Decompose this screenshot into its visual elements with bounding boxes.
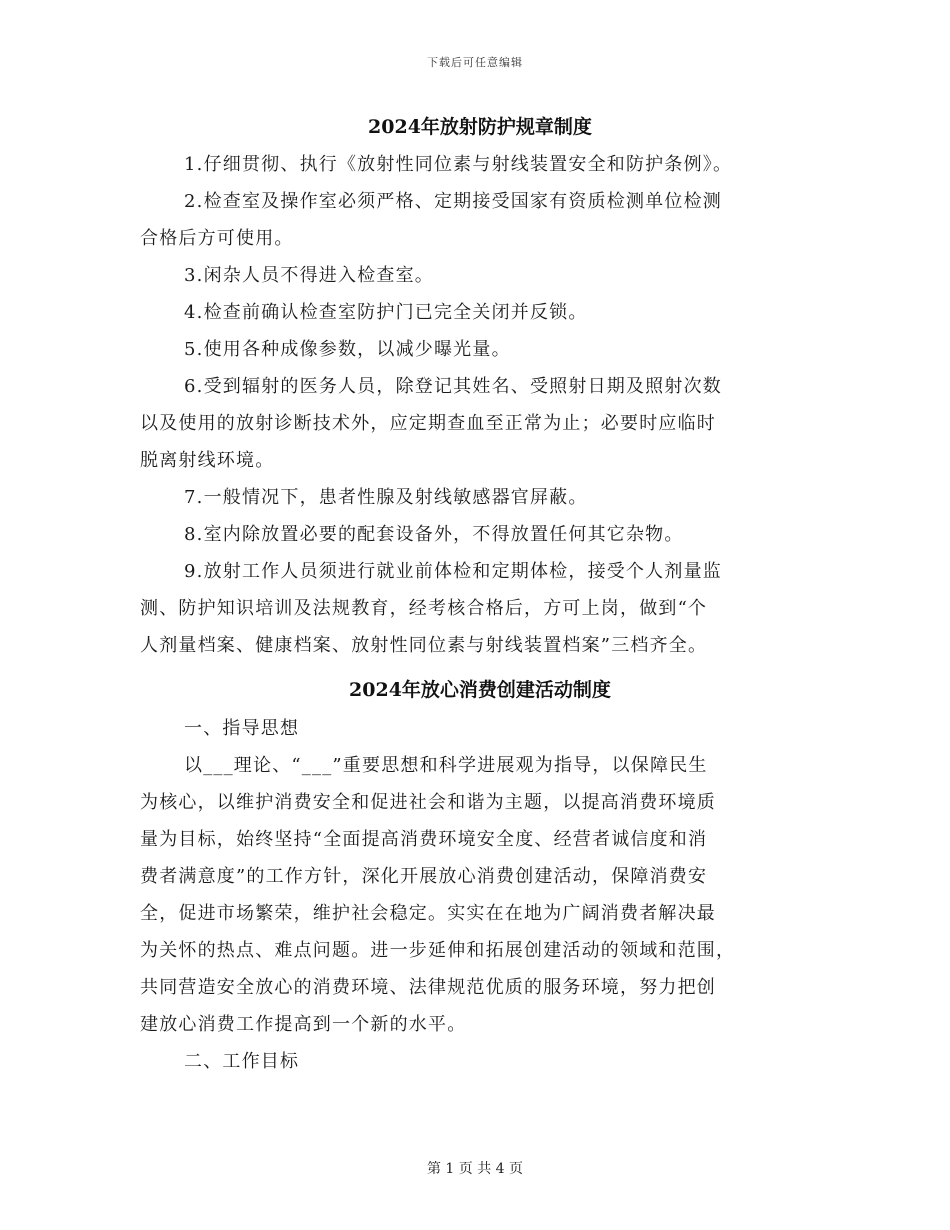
doc1-title: 2024年放射防护规章制度 xyxy=(368,116,592,138)
doc1-line: 8.室内除放置必要的配套设备外，不得放置任何其它杂物。 xyxy=(184,524,684,545)
doc1-line: 6.受到辐射的医务人员，除登记其姓名、受照射日期及照射次数 xyxy=(184,376,722,397)
doc2-line: 量为目标，始终坚持“全面提高消费环境安全度、经营者诚信度和消 xyxy=(140,829,708,850)
doc1-line: 3.闲杂人员不得进入检查室。 xyxy=(184,265,434,286)
doc1-line: 2.检查室及操作室必须严格、定期接受国家有资质检测单位检测 xyxy=(184,191,722,212)
doc2-line: 建放心消费工作提高到一个新的水平。 xyxy=(140,1014,467,1035)
doc2-title: 2024年放心消费创建活动制度 xyxy=(349,679,611,701)
doc1-line: 7.一般情况下，患者性腺及射线敏感器官屏蔽。 xyxy=(184,487,588,508)
doc1-line: 1.仔细贯彻、执行《放射性同位素与射线装置安全和防护条例》。 xyxy=(184,154,733,175)
doc1-line: 以及使用的放射诊断技术外，应定期查血至正常为止；必要时应临时 xyxy=(140,413,716,434)
doc2-line: 二、工作目标 xyxy=(184,1051,300,1072)
doc2-body xyxy=(140,710,820,1080)
doc2-line: 一、指导思想 xyxy=(184,718,300,739)
page-footer: 第 1 页 共 4 页 xyxy=(426,1161,524,1177)
doc1-line: 人剂量档案、健康档案、放射性同位素与射线装置档案”三档齐全。 xyxy=(140,635,708,656)
doc1-body xyxy=(140,146,820,664)
doc2-line: 以___理论、“___”重要思想和科学进展观为指导，以保障民生 xyxy=(184,755,708,776)
doc1-line: 5.使用各种成像参数，以减少曝光量。 xyxy=(184,339,511,360)
header-note: 下载后可任意编辑 xyxy=(427,56,523,69)
doc2-line: 共同营造安全放心的消费环境、法律规范优质的服务环境，努力把创 xyxy=(140,977,716,998)
doc1-line: 4.检查前确认检查室防护门已完全关闭并反锁。 xyxy=(184,302,588,323)
doc1-line: 测、防护知识培训及法规教育，经考核合格后，方可上岗，做到“个 xyxy=(140,598,708,619)
doc1-line: 9.放射工作人员须进行就业前体检和定期体检，接受个人剂量监 xyxy=(184,561,722,582)
doc1-line: 脱离射线环境。 xyxy=(140,450,275,471)
doc2-line: 为关怀的热点、难点问题。进一步延伸和拓展创建活动的领域和范围， xyxy=(140,940,736,961)
document-body xyxy=(140,112,820,1080)
doc2-line: 费者满意度”的工作方针，深化开展放心消费创建活动，保障消费安 xyxy=(140,866,708,887)
doc2-line: 全，促进市场繁荣，维护社会稳定。实实在在地为广阔消费者解决最 xyxy=(140,903,716,924)
doc1-line: 合格后方可使用。 xyxy=(140,228,294,249)
doc2-line: 为核心，以维护消费安全和促进社会和谐为主题，以提高消费环境质 xyxy=(140,792,716,813)
